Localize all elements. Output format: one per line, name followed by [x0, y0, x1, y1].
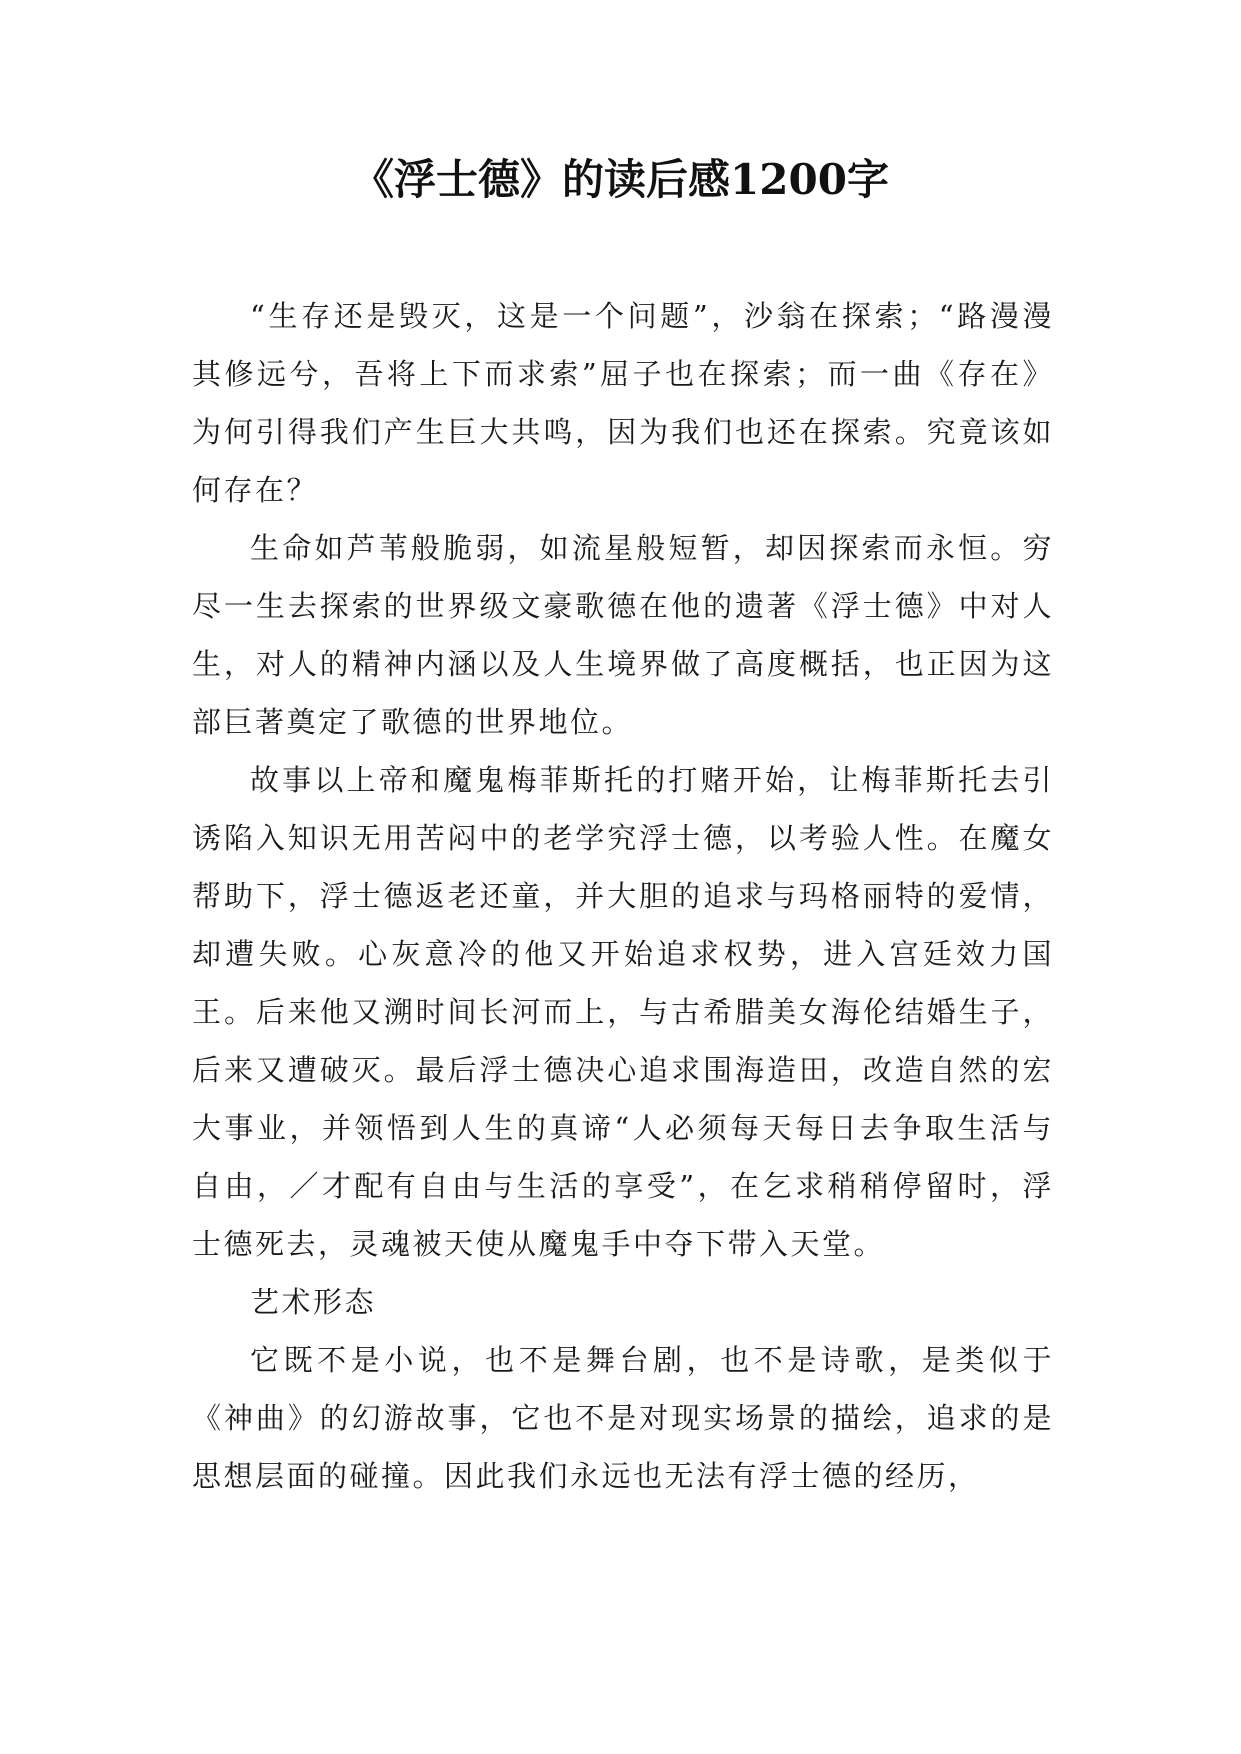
paragraph: 它既不是小说，也不是舞台剧，也不是诗歌，是类似于《神曲》的幻游故事，它也不是对现实场景的描绘，追求的是思想层面的碰撞。因此我们永远也无法有浮士德的经历，	[192, 1343, 1054, 1493]
paragraph: 生命如芦苇般脆弱，如流星般短暂，却因探索而永恒。穷尽一生去探索的世界级文豪歌德在他的遗著《浮士德》中对人生，对人的精神内涵以及人生境界做了高度概括，也正因为这部巨著奠定了歌德的世界地位。	[192, 531, 1054, 739]
section-heading: 艺术形态	[250, 1285, 377, 1319]
paragraph: 故事以上帝和魔鬼梅菲斯托的打赌开始，让梅菲斯托去引诱陷入知识无用苦闷中的老学究浮士德，以考验人性。在魔女帮助下，浮士德返老还童，并大胆的追求与玛格丽特的爱情，却遭失败。心灰意冷的他又开始追求权势，进入宫廷效力国王。后来他又溯时间长河而上，与古希腊美女海伦结婚生子，后来又遭破灭。最后浮士德决心追求围海造田，改造自然的宏大事业，并领悟到人生的真谛“人必须每天每日去争取生活与自由，／才配有自由与生活的享受”，在乞求稍稍停留时，浮士德死去，灵魂被天使从魔鬼手中夺下带入天堂。	[192, 763, 1054, 1261]
document-body	[192, 287, 1054, 1505]
paragraph: “生存还是毁灭，这是一个问题”，沙翁在探索；“路漫漫其修远兮，吾将上下而求索”屈子也在探索；而一曲《存在》为何引得我们产生巨大共鸣，因为我们也还在探索。究竟该如何存在？	[192, 299, 1054, 507]
document-title: 《浮士德》的读后感1200字	[352, 155, 889, 204]
